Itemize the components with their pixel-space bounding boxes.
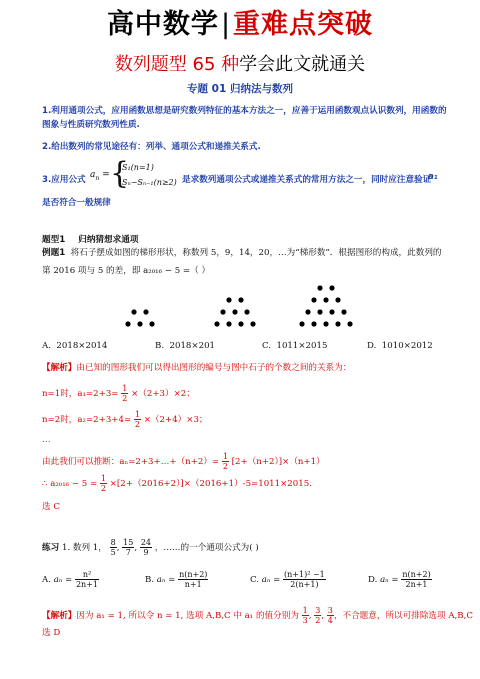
val-frac-2 <box>314 606 321 625</box>
stone-dot <box>347 321 352 326</box>
solution2-line: 【解析】因为 a₁ = 1, 所以令 n = 1, 选项 A,B,C 中 a₁ 的值分别为 $\frac{1}{3}$ , $\frac{3}{2}$ , $\frac{3}{4}$ ，不合题意，所以可排除选项 A,B,C <box>42 606 473 625</box>
frac-8-5 <box>110 538 117 557</box>
frac-den: 2(n+1) <box>290 580 319 589</box>
stone-dot <box>220 309 225 314</box>
stone-dot <box>131 309 136 314</box>
exercise1-option-c <box>250 570 326 589</box>
stone-dot <box>335 321 340 326</box>
example1-line1 <box>42 246 442 258</box>
option-b-key: B. <box>155 341 165 351</box>
frac-den: 7 <box>125 548 131 557</box>
ex-option-c-lhs: aₙ = <box>261 575 281 585</box>
stone-dot <box>329 309 334 314</box>
title-red: 重难点突破 <box>233 9 374 40</box>
ex-option-a-lhs: aₙ = <box>53 575 73 585</box>
frac-num: 1 <box>302 606 308 615</box>
infer-text: 由此我们可以推断：aₙ=2+3+…+（n+2）= <box>42 457 220 467</box>
exercise1-prefix: 1. 数列 1， <box>61 543 107 553</box>
stone-dot <box>317 309 322 314</box>
formula-case2: Sₙ−Sₙ₋₁(n≥2) <box>122 178 177 187</box>
frac-num: 8 <box>110 538 116 547</box>
solution1-n1 <box>42 384 195 403</box>
option-a-key: A. <box>42 341 51 351</box>
half-den: 2 <box>100 484 106 493</box>
subtitle-black: 学会此文就通关 <box>239 54 366 75</box>
frac-den: 2 <box>315 616 321 625</box>
half-num: 1 <box>122 384 128 393</box>
therefore-tail: ×[2+（2016+2）]×（2016+1）-5=1011×2015. <box>109 479 312 489</box>
val-frac-1 <box>302 606 309 625</box>
frac-num: 3 <box>327 606 333 615</box>
frac-den: 3 <box>302 616 308 625</box>
frac-num: 15 <box>123 538 134 547</box>
ex-option-a-key: A. <box>42 575 51 585</box>
n1-tail: ×（2+3）×2； <box>131 389 195 399</box>
stone-dot <box>238 297 243 302</box>
intro-a1: a₁ <box>428 172 438 182</box>
stone-dot <box>335 297 340 302</box>
topic-heading: 专题 01 归纳法与数列 <box>187 83 293 95</box>
therefore-text: ∴ a₂₀₁₆ − 5 = <box>42 479 98 489</box>
solution1-label: 【解析】 <box>42 363 77 373</box>
ex-option-b-lhs: aₙ = <box>156 575 176 585</box>
example1-text1: 将石子摆成如图的梯形形状，称数列 5，9，14，20，…为“梯形数”．根据图形的构成，此数列的 <box>70 248 442 258</box>
solution1-n2 <box>42 410 208 429</box>
option-d-text: 1010×2012 <box>381 341 433 351</box>
solution2-text2: ，不合题意，所以可排除选项 A,B,C <box>333 611 473 621</box>
infer-tail: [2+（n+2）]×（n+1） <box>231 457 325 467</box>
formula-an: $a_n$ = <box>90 170 110 182</box>
frac-den: 5 <box>110 548 116 557</box>
half-num: 1 <box>222 452 228 461</box>
ex-option-d-key: D. <box>368 575 378 585</box>
solution1-text: 由已知的图形我们可以得出图形的编号与图中石子的个数之间的关系为： <box>76 363 352 373</box>
stone-dot <box>143 309 148 314</box>
stone-dot <box>323 321 328 326</box>
example1-option-c <box>262 341 327 351</box>
half-fraction <box>134 410 141 429</box>
frac-den: n+1 <box>184 580 202 589</box>
stone-dot <box>323 297 328 302</box>
type1-title: 归纳猜想求通项 <box>78 235 139 245</box>
formula-brace: { <box>110 156 130 191</box>
type1-heading <box>42 227 138 246</box>
stone-dot <box>341 309 346 314</box>
frac-den: 2n+1 <box>405 580 428 589</box>
intro-p2: 2.给出数列的常见途径有：列举、通项公式和递推关系式. <box>42 142 261 152</box>
example1-line2: 第 2016 项与 5 的差，即 a₂₀₁₆ − 5 =（ ） <box>42 266 211 276</box>
solution2-text1: 因为 a₁ = 1, 所以令 n = 1, 选项 A,B,C 中 a₁ 的值分别为 <box>76 611 299 621</box>
solution2-choose: 选 D <box>42 628 61 638</box>
stone-dot <box>311 321 316 326</box>
ex-option-d-lhs: aₙ = <box>380 575 399 585</box>
example1-option-a <box>42 341 107 351</box>
half-num: 1 <box>100 474 106 483</box>
frac-num: 3 <box>315 606 321 615</box>
intro-p3-suffix: 是求数列通项公式或递推关系式的常用方法之一，同时应注意验证 <box>182 175 432 185</box>
formula-an-letter: a <box>90 170 96 180</box>
frac-24-9 <box>140 538 152 557</box>
ex-option-d-frac <box>401 570 431 589</box>
ex-option-c-key: C. <box>250 575 260 585</box>
subtitle-red: 数列题型 65 种 <box>114 54 240 75</box>
ex-option-c-frac <box>283 570 326 589</box>
stone-dot <box>137 321 142 326</box>
solution2-label: 【解析】 <box>42 611 77 621</box>
title-black: 高中数学 <box>106 9 219 40</box>
frac-den: 2n+1 <box>75 580 99 589</box>
stone-dot <box>238 321 243 326</box>
title-divider: | <box>220 9 232 40</box>
stone-dot <box>226 321 231 326</box>
stone-dot <box>244 309 249 314</box>
intro-p3-line2: 是否符合一般规律 <box>42 198 111 208</box>
subtitle <box>0 50 480 76</box>
stone-dot <box>149 321 154 326</box>
stone-dot <box>214 321 219 326</box>
solution1-choose: 选 C <box>42 502 60 512</box>
example1-option-d <box>367 341 433 351</box>
frac-num: n(n+2) <box>179 570 208 579</box>
page-title <box>0 2 480 41</box>
stone-dot <box>311 297 316 302</box>
stone-dot <box>125 321 130 326</box>
type1-label: 题型1 <box>42 235 66 245</box>
example1-option-b <box>155 341 215 351</box>
frac-den: 4 <box>327 616 333 625</box>
val-frac-3 <box>327 606 334 625</box>
frac-den: 9 <box>143 548 149 557</box>
exercise1-option-d <box>368 570 432 589</box>
exercise1-line: 练习 1. 数列 1， $\frac{8}{5}$ , $\frac{15}{7}$ , $\frac{24}{9}$ ，……的一个通项公式为( ) <box>42 538 259 557</box>
option-c-key: C. <box>262 341 272 351</box>
half-num: 1 <box>134 410 140 419</box>
formula-case1: S₁(n=1) <box>122 163 154 172</box>
frac-num: n² <box>75 570 99 580</box>
half-fraction <box>100 474 107 493</box>
option-d-key: D. <box>367 341 377 351</box>
option-b-text: 2018×201 <box>169 341 216 351</box>
stone-dot <box>317 285 322 290</box>
half-fraction <box>121 384 128 403</box>
option-a-text: 2018×2014 <box>56 341 108 351</box>
ex-option-b-frac <box>178 570 208 589</box>
frac-num: (n+1)² −1 <box>284 570 325 579</box>
half-den: 2 <box>222 462 228 471</box>
intro-p1-line1: 1.利用通项公式，应用函数思想是研究数列特征的基本方法之一，应善于运用函数观点认识数列，用函数的 <box>42 106 447 116</box>
half-den: 2 <box>134 420 140 429</box>
stone-dot <box>329 285 334 290</box>
frac-num: n(n+2) <box>402 570 431 579</box>
solution1-ellipsis: … <box>42 435 51 445</box>
stone-dot <box>305 309 310 314</box>
ex-option-a-frac <box>75 570 99 589</box>
n2-tail: ×（2+4）×3； <box>143 415 208 425</box>
n2-text: n=2时，a₂=2+3+4= <box>42 415 132 425</box>
intro-p3-prefix: 3.应用公式 <box>42 175 86 185</box>
frac-num: 24 <box>140 538 151 547</box>
intro-p1-line2: 图象与性质研究数列性质. <box>42 120 140 130</box>
stone-dot <box>226 297 231 302</box>
exercise1-suffix: ，……的一个通项公式为( ) <box>154 543 259 553</box>
stone-dot <box>250 321 255 326</box>
half-den: 2 <box>122 394 128 403</box>
stone-dot <box>299 321 304 326</box>
solution1-therefore <box>42 474 312 493</box>
stone-figure <box>0 284 480 344</box>
stone-dot <box>232 309 237 314</box>
n1-text: n=1时，a₁=2+3= <box>42 389 119 399</box>
half-fraction <box>222 452 229 471</box>
exercise1-option-b <box>145 570 208 589</box>
example1-label: 例题1 <box>42 248 66 258</box>
option-c-text: 1011×2015 <box>276 341 328 351</box>
frac-15-7 <box>122 538 134 557</box>
ex-option-b-key: B. <box>145 575 155 585</box>
solution1-infer <box>42 452 325 471</box>
solution1-line1 <box>42 361 351 373</box>
exercise1-option-a <box>42 570 99 589</box>
exercise1-label: 练习 <box>42 543 60 553</box>
